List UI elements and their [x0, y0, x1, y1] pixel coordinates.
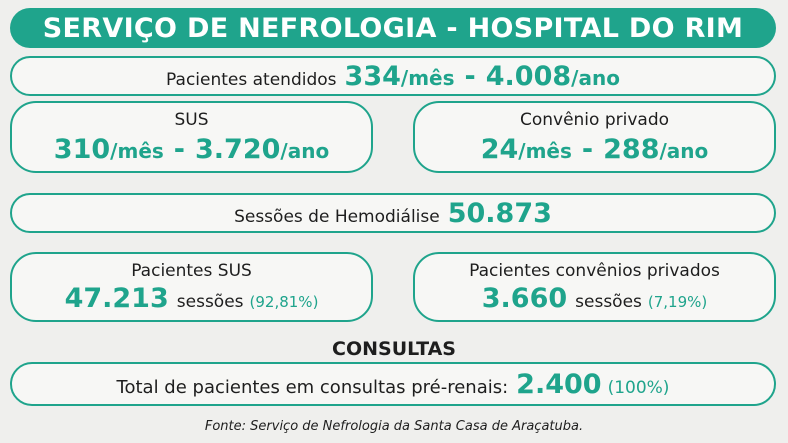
- consultas-percent: (100%): [607, 377, 670, 398]
- consultas-heading: CONSULTAS: [332, 338, 456, 360]
- atendidos-year-unit: /ano: [571, 65, 620, 90]
- atendidos-separator: -: [464, 60, 476, 92]
- sus-year-unit: /ano: [280, 138, 330, 163]
- pacientes-convenios-percent: (7,19%): [647, 292, 708, 311]
- pacientes-convenios-value: 3.660: [481, 282, 568, 314]
- pacientes-sus-unit: sessões: [176, 291, 244, 312]
- title-banner: [10, 8, 776, 48]
- page-title: SERVIÇO DE NEFROLOGIA - HOSPITAL DO RIM: [42, 12, 744, 44]
- sus-month-unit: /mês: [110, 138, 164, 163]
- pacientes-atendidos-card: [10, 56, 776, 96]
- pacientes-convenios-row: [482, 283, 708, 314]
- atendidos-month-unit: /mês: [400, 65, 455, 90]
- pacientes-convenios-unit: sessões: [575, 291, 642, 312]
- sus-year-value: 3.720: [195, 133, 281, 165]
- convenio-values-row: [481, 134, 709, 165]
- sus-card: [10, 101, 373, 173]
- convenio-year-value: 288: [603, 133, 660, 165]
- consultas-card: [10, 362, 776, 406]
- sus-values-row: [54, 134, 329, 165]
- hemodialise-label: Sessões de Hemodiálise: [234, 206, 440, 227]
- consultas-label: Total de pacientes em consultas pré-renais:: [116, 376, 509, 398]
- sus-month-value: 310: [53, 133, 111, 165]
- pacientes-atendidos-row: [166, 61, 620, 92]
- convenio-label: Convênio privado: [519, 109, 670, 130]
- consultas-value: 2.400: [516, 368, 602, 400]
- source-note: Fonte: Serviço de Nefrologia da Santa Casa de Araçatuba.: [204, 419, 584, 434]
- pacientes-sus-card: [10, 252, 373, 322]
- pacientes-sus-percent: (92,81%): [249, 292, 319, 311]
- hemodialise-row: [234, 198, 552, 229]
- atendidos-year-value: 4.008: [485, 60, 572, 92]
- pacientes-convenios-card: [413, 252, 776, 322]
- convenio-card: [413, 101, 776, 173]
- convenio-separator: -: [581, 133, 594, 165]
- convenio-year-unit: /ano: [659, 138, 709, 163]
- sus-label: SUS: [174, 109, 209, 130]
- hemodialise-value: 50.873: [447, 197, 552, 229]
- consultas-row: [117, 369, 670, 400]
- convenio-month-value: 24: [480, 133, 519, 165]
- hemodialise-card: [10, 193, 776, 233]
- pacientes-convenios-label: Pacientes convênios privados: [469, 260, 720, 281]
- atendidos-month-value: 334: [344, 60, 401, 92]
- pacientes-sus-value: 47.213: [64, 282, 169, 314]
- sus-separator: -: [173, 133, 186, 165]
- pacientes-sus-row: [65, 283, 319, 314]
- pacientes-atendidos-label: Pacientes atendidos: [166, 69, 337, 90]
- pacientes-sus-label: Pacientes SUS: [131, 260, 252, 281]
- convenio-month-unit: /mês: [518, 138, 572, 163]
